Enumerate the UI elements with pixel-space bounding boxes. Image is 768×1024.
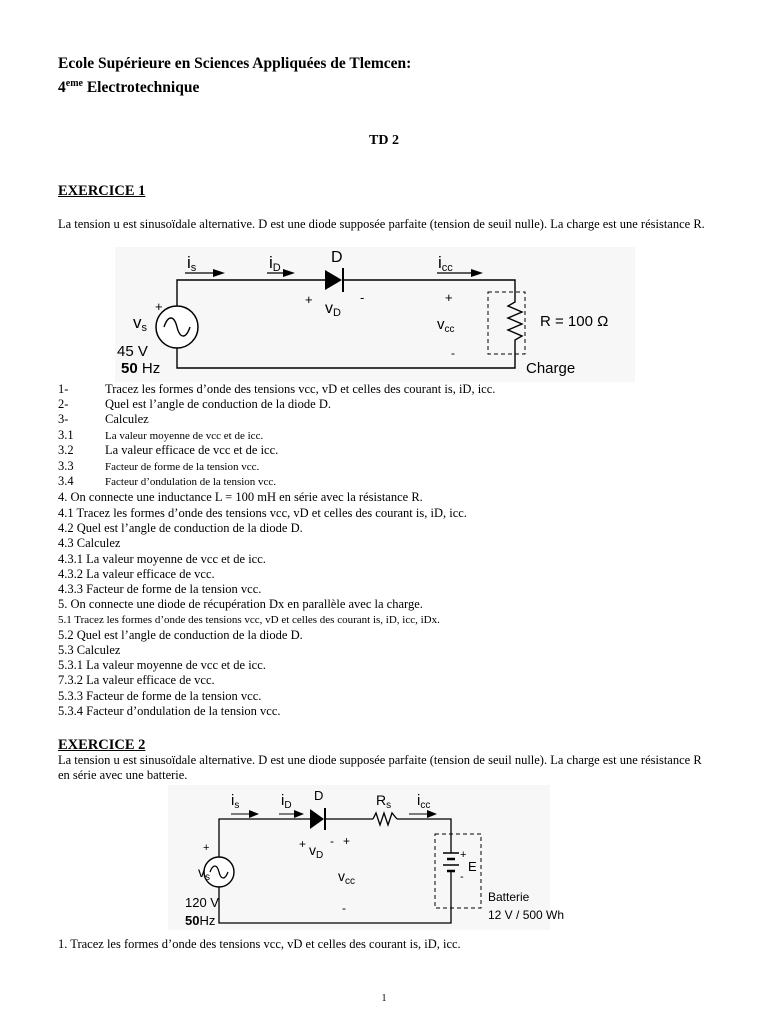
- vs-plus-1: +: [155, 299, 163, 314]
- label-is-1: is: [187, 253, 197, 274]
- question-line-5-3-3: 5.3.3 Facteur de forme de la tension vcc.: [58, 689, 262, 703]
- source-voltage-2: 120 V: [185, 895, 219, 910]
- circuit-diagram-2: [168, 785, 565, 930]
- question-line-4-3-2: 4.3.2 La valeur efficace de vcc.: [58, 567, 215, 581]
- vd-minus-2: -: [330, 834, 334, 848]
- question-3-2: [58, 443, 278, 458]
- label-vd-2: $v_D$: [309, 842, 324, 861]
- battery-spec-2: 12 V / 500 Wh: [488, 908, 565, 922]
- label-vs-1: vs: [133, 313, 147, 334]
- label-is-2: $i_s$: [231, 792, 240, 811]
- page-number: 1: [381, 993, 387, 1004]
- question-number: 1-: [58, 382, 69, 396]
- question-line-4-3-3: 4.3.3 Facteur de forme de la tension vcc.: [58, 582, 262, 596]
- question-line-4-3: 4.3 Calculez: [58, 536, 121, 550]
- question-3: [58, 412, 149, 427]
- exercise-2-title: EXERCICE 2: [58, 737, 146, 753]
- label-vcc-1: $v_{cc}$: [437, 316, 455, 335]
- question-text: Quel est l’angle de conduction de la diode D.: [105, 397, 331, 411]
- question-line-5: 5. On connecte une diode de récupération Dx en parallèle avec la charge.: [58, 597, 423, 611]
- label-icc-1: icc: [438, 253, 453, 274]
- label-e-2: E: [468, 859, 477, 874]
- question-text: Calculez: [105, 412, 149, 426]
- label-vcc-2: $v_{cc}$: [338, 868, 355, 887]
- question-line-5-3-1: 5.3.1 La valeur moyenne de vcc et de icc.: [58, 658, 266, 672]
- vcc-minus-1: -: [451, 346, 455, 360]
- document-title: TD 2: [369, 133, 399, 148]
- question-text: Facteur d’ondulation de la tension vcc.: [105, 476, 277, 488]
- level-number: 4: [58, 79, 66, 97]
- label-diode-2: D: [314, 788, 324, 803]
- label-icc-2: $i_{cc}$: [417, 792, 431, 811]
- question-line-4: 4. On connecte une inductance L = 100 mH en série avec la résistance R.: [58, 490, 423, 504]
- question-number: 3.2: [58, 443, 74, 457]
- load-label-1: Charge: [526, 360, 576, 377]
- question-line-4-1: 4.1 Tracez les formes d’onde des tensions vcc, vD et celles des courant is, iD, icc.: [58, 506, 467, 520]
- label-rs-2: $R_s$: [376, 792, 392, 811]
- question-number: 3.1: [58, 428, 74, 442]
- school-name: Ecole Supérieure en Sciences Appliquées de Tlemcen:: [58, 55, 412, 72]
- question-number: 3.3: [58, 459, 74, 473]
- vd-minus-1: -: [360, 290, 365, 305]
- question-line-4-2: 4.2 Quel est l’angle de conduction de la diode D.: [58, 521, 303, 535]
- source-frequency-1: 50 Hz: [121, 360, 161, 377]
- question-2: [58, 397, 331, 412]
- vcc-plus-2: +: [343, 834, 351, 848]
- battery-minus-2: -: [460, 871, 464, 883]
- question-number: 2-: [58, 397, 69, 411]
- vcc-plus-1: +: [445, 290, 453, 305]
- battery-label-2: Batterie: [488, 890, 530, 904]
- level-text: Electrotechnique: [82, 79, 200, 97]
- label-diode-1: D: [331, 249, 343, 266]
- resistor-value-1: R = 100 Ω: [540, 313, 609, 330]
- vd-plus-1: +: [305, 292, 313, 307]
- class-level: [58, 78, 199, 97]
- circuit-diagram-1: [115, 247, 635, 382]
- label-id-2: $i_D$: [281, 792, 292, 811]
- question-line-5-2: 5.2 Quel est l’angle de conduction de la diode D.: [58, 628, 303, 642]
- exercise-2-intro: La tension u est sinusoïdale alternative. D est une diode supposée parfaite (tension de seuil nulle). La charge est une résistance R en série avec une batterie.: [58, 753, 702, 782]
- level-superscript: eme: [65, 78, 83, 89]
- question-3-1: [58, 428, 263, 444]
- question-text: La valeur moyenne de vcc et de icc.: [105, 430, 264, 442]
- question-1: [58, 382, 495, 397]
- label-vd-1: vD: [325, 300, 341, 319]
- label-vs-2: $v_s$: [198, 864, 210, 883]
- vd-plus-2: +: [299, 837, 307, 851]
- label-id-1: iD: [269, 253, 281, 274]
- exercise-2-question-1: 1. Tracez les formes d’onde des tensions vcc, vD et celles des courant is, iD, icc.: [58, 937, 461, 951]
- question-line-5-3-4: 5.3.4 Facteur d’ondulation de la tension vcc.: [58, 704, 281, 718]
- source-frequency-2: 50Hz: [185, 913, 216, 928]
- exercise-1-intro: La tension u est sinusoïdale alternative. D est une diode supposée parfaite (tension de seuil nulle). La charge est une résistance R.: [58, 217, 705, 231]
- question-line-7-3-2: 7.3.2 La valeur efficace de vcc.: [58, 673, 215, 687]
- question-3-4: [58, 474, 276, 490]
- question-text: Facteur de forme de la tension vcc.: [105, 461, 260, 473]
- question-number: 3-: [58, 412, 69, 426]
- question-text: Tracez les formes d’onde des tensions vcc, vD et celles des courant is, iD, icc.: [105, 382, 496, 396]
- question-line-5-3: 5.3 Calculez: [58, 643, 121, 657]
- battery-plus-2: +: [460, 849, 467, 861]
- question-3-3: [58, 459, 259, 475]
- vcc-minus-2: -: [342, 901, 346, 915]
- vs-plus-2: +: [203, 842, 210, 854]
- question-line-5-1: 5.1 Tracez les formes d’onde des tensions vcc, vD et celles des courant is, iD, icc, iDx.: [58, 614, 440, 626]
- exercise-1-title: EXERCICE 1: [58, 183, 146, 199]
- source-voltage-1: 45 V: [117, 343, 148, 360]
- question-line-4-3-1: 4.3.1 La valeur moyenne de vcc et de icc.: [58, 552, 266, 566]
- question-number: 3.4: [58, 474, 74, 488]
- question-text: La valeur efficace de vcc et de icc.: [105, 443, 279, 457]
